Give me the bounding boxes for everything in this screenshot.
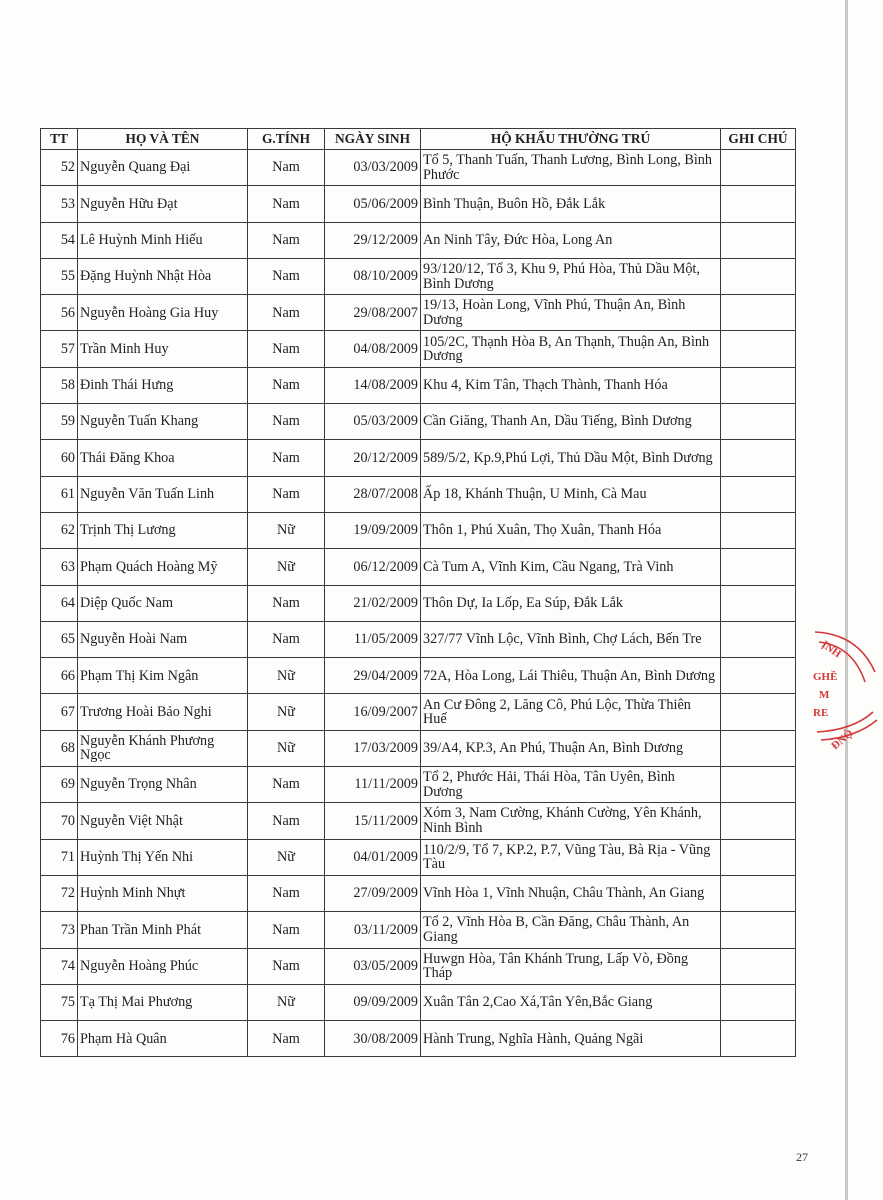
student-birth-date: 03/11/2009 [325, 912, 421, 948]
table-row [41, 512, 796, 548]
student-address: An Cư Đông 2, Lăng Cô, Phú Lộc, Thừa Thiên Huế [421, 694, 721, 730]
row-index: 54 [41, 222, 78, 258]
student-address: 589/5/2, Kp.9,Phú Lợi, Thủ Dầu Một, Bình Dương [421, 440, 721, 476]
table-row [41, 839, 796, 875]
row-index: 61 [41, 476, 78, 512]
student-name: Nguyễn Hữu Đạt [78, 186, 248, 222]
table-row [41, 803, 796, 839]
seal-text-4: RE [813, 707, 829, 719]
student-note [721, 549, 796, 585]
student-note [721, 585, 796, 621]
student-note [721, 331, 796, 367]
page-edge [845, 0, 848, 1200]
student-birth-date: 14/08/2009 [325, 367, 421, 403]
row-index: 58 [41, 367, 78, 403]
student-name: Nguyễn Hoàng Gia Huy [78, 295, 248, 331]
student-gender: Nam [248, 912, 325, 948]
table-row [41, 549, 796, 585]
student-address: Huwgn Hòa, Tân Khánh Trung, Lấp Vò, Đồng Tháp [421, 948, 721, 984]
table-row [41, 222, 796, 258]
student-gender: Nam [248, 476, 325, 512]
student-birth-date: 04/01/2009 [325, 839, 421, 875]
student-address: 110/2/9, Tổ 7, KP.2, P.7, Vũng Tàu, Bà Rịa - Vũng Tàu [421, 839, 721, 875]
student-gender: Nữ [248, 694, 325, 730]
student-name: Nguyễn Hoài Nam [78, 621, 248, 657]
row-index: 71 [41, 839, 78, 875]
student-name: Nguyễn Trọng Nhân [78, 767, 248, 803]
student-note [721, 476, 796, 512]
row-index: 59 [41, 404, 78, 440]
student-birth-date: 27/09/2009 [325, 875, 421, 911]
table-row [41, 186, 796, 222]
table-row [41, 658, 796, 694]
student-gender: Nữ [248, 730, 325, 766]
student-birth-date: 29/08/2007 [325, 295, 421, 331]
table-row [41, 1021, 796, 1057]
student-gender: Nam [248, 621, 325, 657]
header-permanent-address: HỘ KHẨU THƯỜNG TRÚ [421, 129, 721, 150]
student-note [721, 440, 796, 476]
table-row [41, 258, 796, 294]
header-gender: G.TÍNH [248, 129, 325, 150]
student-address: Tổ 2, Phước Hải, Thái Hòa, Tân Uyên, Bình Dương [421, 767, 721, 803]
seal-text-1: ỊNH [819, 638, 844, 661]
row-index: 66 [41, 658, 78, 694]
student-note [721, 912, 796, 948]
student-birth-date: 06/12/2009 [325, 549, 421, 585]
table-row [41, 621, 796, 657]
student-birth-date: 03/03/2009 [325, 150, 421, 186]
table-row [41, 948, 796, 984]
roster-body [41, 150, 796, 1057]
student-gender: Nam [248, 222, 325, 258]
student-birth-date: 16/09/2007 [325, 694, 421, 730]
header-row [41, 129, 796, 150]
student-name: Trần Minh Huy [78, 331, 248, 367]
student-gender: Nữ [248, 658, 325, 694]
student-name: Lê Huỳnh Minh Hiếu [78, 222, 248, 258]
student-note [721, 658, 796, 694]
student-note [721, 948, 796, 984]
student-note [721, 767, 796, 803]
row-index: 76 [41, 1021, 78, 1057]
student-note [721, 258, 796, 294]
student-birth-date: 05/06/2009 [325, 186, 421, 222]
student-address: Thôn 1, Phú Xuân, Thọ Xuân, Thanh Hóa [421, 512, 721, 548]
student-gender: Nữ [248, 984, 325, 1020]
student-birth-date: 30/08/2009 [325, 1021, 421, 1057]
student-birth-date: 09/09/2009 [325, 984, 421, 1020]
student-gender: Nữ [248, 549, 325, 585]
student-name: Trương Hoài Bảo Nghi [78, 694, 248, 730]
table-row [41, 912, 796, 948]
student-birth-date: 05/03/2009 [325, 404, 421, 440]
table-row [41, 295, 796, 331]
student-address: 39/A4, KP.3, An Phú, Thuận An, Bình Dương [421, 730, 721, 766]
student-note [721, 730, 796, 766]
table-row [41, 367, 796, 403]
student-gender: Nam [248, 150, 325, 186]
header-full-name: HỌ VÀ TÊN [78, 129, 248, 150]
student-gender: Nam [248, 875, 325, 911]
student-name: Trịnh Thị Lương [78, 512, 248, 548]
student-birth-date: 29/04/2009 [325, 658, 421, 694]
student-note [721, 295, 796, 331]
row-index: 64 [41, 585, 78, 621]
student-note [721, 621, 796, 657]
row-index: 72 [41, 875, 78, 911]
student-birth-date: 20/12/2009 [325, 440, 421, 476]
student-note [721, 839, 796, 875]
student-address: Khu 4, Kim Tân, Thạch Thành, Thanh Hóa [421, 367, 721, 403]
student-birth-date: 08/10/2009 [325, 258, 421, 294]
student-birth-date: 11/11/2009 [325, 767, 421, 803]
student-birth-date: 17/03/2009 [325, 730, 421, 766]
student-gender: Nam [248, 585, 325, 621]
table-row [41, 150, 796, 186]
header-note: GHI CHÚ [721, 129, 796, 150]
student-address: Ấp 18, Khánh Thuận, U Minh, Cà Mau [421, 476, 721, 512]
row-index: 55 [41, 258, 78, 294]
roster-header [41, 129, 796, 150]
header-birth-date: NGÀY SINH [325, 129, 421, 150]
student-name: Đinh Thái Hưng [78, 367, 248, 403]
seal-text-5: ĐNỘ [829, 727, 856, 753]
student-address: Tổ 5, Thanh Tuấn, Thanh Lương, Bình Long, Bình Phước [421, 150, 721, 186]
student-address: Cần Giăng, Thanh An, Dầu Tiếng, Bình Dương [421, 404, 721, 440]
row-index: 68 [41, 730, 78, 766]
row-index: 63 [41, 549, 78, 585]
student-name: Nguyễn Tuấn Khang [78, 404, 248, 440]
row-index: 67 [41, 694, 78, 730]
student-gender: Nam [248, 367, 325, 403]
student-gender: Nam [248, 258, 325, 294]
row-index: 69 [41, 767, 78, 803]
student-name: Thái Đăng Khoa [78, 440, 248, 476]
row-index: 56 [41, 295, 78, 331]
student-address: 105/2C, Thạnh Hòa B, An Thạnh, Thuận An, Bình Dương [421, 331, 721, 367]
student-note [721, 1021, 796, 1057]
student-note [721, 803, 796, 839]
student-gender: Nam [248, 767, 325, 803]
table-row [41, 875, 796, 911]
student-gender: Nam [248, 948, 325, 984]
student-name: Phạm Quách Hoàng Mỹ [78, 549, 248, 585]
student-name: Diệp Quốc Nam [78, 585, 248, 621]
student-address: Xuân Tân 2,Cao Xá,Tân Yên,Bắc Giang [421, 984, 721, 1020]
student-note [721, 875, 796, 911]
student-note [721, 984, 796, 1020]
row-index: 74 [41, 948, 78, 984]
student-gender: Nam [248, 803, 325, 839]
student-name: Phạm Thị Kim Ngân [78, 658, 248, 694]
student-gender: Nam [248, 186, 325, 222]
header-tt: TT [41, 129, 78, 150]
student-note [721, 367, 796, 403]
student-name: Đặng Huỳnh Nhật Hòa [78, 258, 248, 294]
student-address: 327/77 Vĩnh Lộc, Vĩnh Bình, Chợ Lách, Bến Tre [421, 621, 721, 657]
student-gender: Nam [248, 295, 325, 331]
student-address: An Ninh Tây, Đức Hòa, Long An [421, 222, 721, 258]
table-row [41, 694, 796, 730]
student-gender: Nam [248, 440, 325, 476]
row-index: 53 [41, 186, 78, 222]
student-name: Nguyễn Hoàng Phúc [78, 948, 248, 984]
table-row [41, 585, 796, 621]
student-birth-date: 03/05/2009 [325, 948, 421, 984]
table-row [41, 767, 796, 803]
row-index: 52 [41, 150, 78, 186]
student-birth-date: 19/09/2009 [325, 512, 421, 548]
row-index: 60 [41, 440, 78, 476]
student-birth-date: 15/11/2009 [325, 803, 421, 839]
student-name: Nguyễn Việt Nhật [78, 803, 248, 839]
student-name: Nguyễn Khánh Phương Ngọc [78, 730, 248, 766]
table-row [41, 404, 796, 440]
student-address: Hành Trung, Nghĩa Hành, Quảng Ngãi [421, 1021, 721, 1057]
student-roster-table [40, 128, 796, 1057]
student-gender: Nam [248, 1021, 325, 1057]
row-index: 65 [41, 621, 78, 657]
student-name: Huỳnh Thị Yến Nhi [78, 839, 248, 875]
table-row [41, 440, 796, 476]
row-index: 73 [41, 912, 78, 948]
page-number: 27 [796, 1150, 808, 1164]
student-birth-date: 11/05/2009 [325, 621, 421, 657]
student-birth-date: 28/07/2008 [325, 476, 421, 512]
row-index: 70 [41, 803, 78, 839]
student-gender: Nam [248, 404, 325, 440]
student-address: Xóm 3, Nam Cường, Khánh Cường, Yên Khánh, Ninh Bình [421, 803, 721, 839]
student-gender: Nữ [248, 512, 325, 548]
student-address: Thôn Dự, Ia Lốp, Ea Súp, Đắk Lắk [421, 585, 721, 621]
student-name: Nguyễn Quang Đại [78, 150, 248, 186]
student-address: Cà Tum A, Vĩnh Kim, Cầu Ngang, Trà Vinh [421, 549, 721, 585]
student-address: Tổ 2, Vĩnh Hòa B, Cần Đăng, Châu Thành, An Giang [421, 912, 721, 948]
student-gender: Nam [248, 331, 325, 367]
student-note [721, 694, 796, 730]
student-name: Huỳnh Minh Nhựt [78, 875, 248, 911]
student-name: Phạm Hà Quân [78, 1021, 248, 1057]
student-gender: Nữ [248, 839, 325, 875]
table-row [41, 331, 796, 367]
row-index: 75 [41, 984, 78, 1020]
student-name: Tạ Thị Mai Phương [78, 984, 248, 1020]
student-birth-date: 04/08/2009 [325, 331, 421, 367]
student-note [721, 150, 796, 186]
student-address: 93/120/12, Tổ 3, Khu 9, Phú Hòa, Thủ Dầu Một, Bình Dương [421, 258, 721, 294]
student-note [721, 222, 796, 258]
student-note [721, 404, 796, 440]
student-note [721, 512, 796, 548]
student-birth-date: 21/02/2009 [325, 585, 421, 621]
red-seal-stamp [813, 612, 883, 762]
row-index: 62 [41, 512, 78, 548]
student-name: Nguyễn Văn Tuấn Linh [78, 476, 248, 512]
student-address: 72A, Hòa Long, Lái Thiêu, Thuận An, Bình Dương [421, 658, 721, 694]
student-address: Bình Thuận, Buôn Hồ, Đắk Lắk [421, 186, 721, 222]
table-row [41, 476, 796, 512]
student-name: Phan Trần Minh Phát [78, 912, 248, 948]
table-row [41, 984, 796, 1020]
student-note [721, 186, 796, 222]
seal-text-2: GHỀ [813, 671, 838, 683]
student-address: Vĩnh Hòa 1, Vĩnh Nhuận, Châu Thành, An Giang [421, 875, 721, 911]
seal-text-3: M [819, 689, 830, 701]
row-index: 57 [41, 331, 78, 367]
table-row [41, 730, 796, 766]
student-birth-date: 29/12/2009 [325, 222, 421, 258]
student-address: 19/13, Hoàn Long, Vĩnh Phú, Thuận An, Bình Dương [421, 295, 721, 331]
